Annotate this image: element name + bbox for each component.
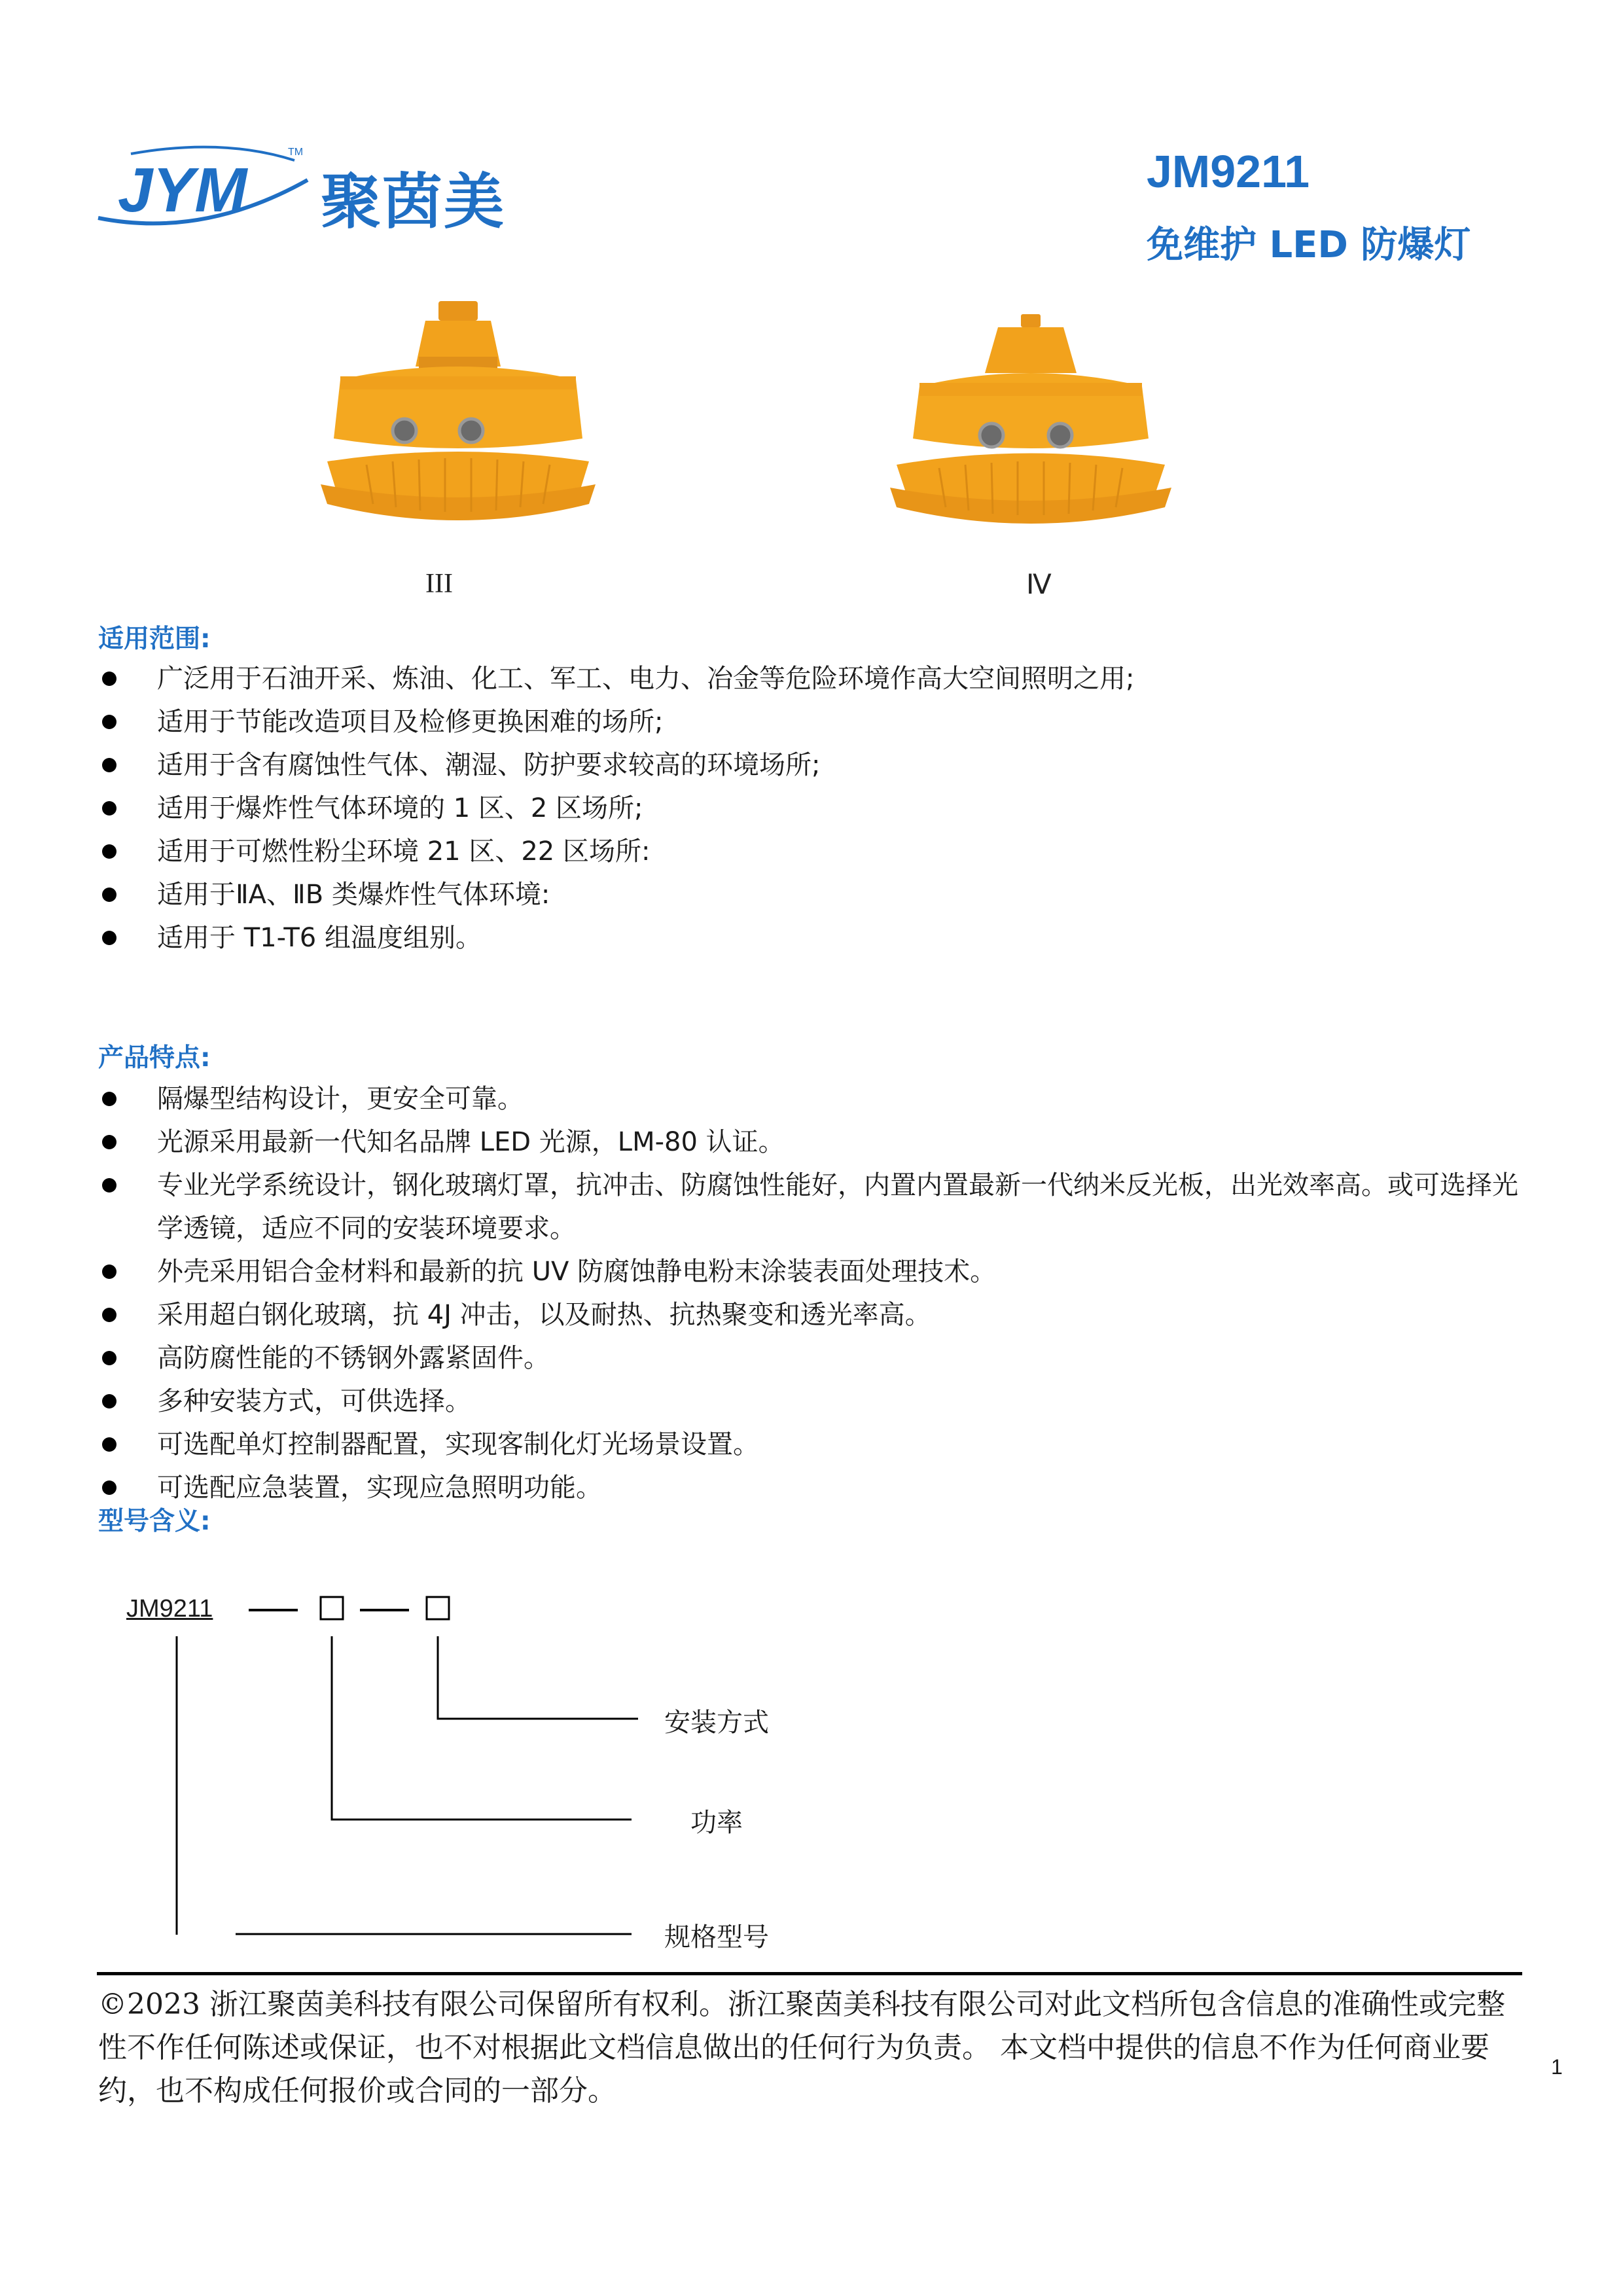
scope-title: 适用范围: bbox=[98, 624, 211, 654]
bullet-icon bbox=[102, 715, 116, 729]
spec-connector-line bbox=[164, 1636, 183, 1964]
bullet-icon bbox=[102, 1394, 116, 1408]
bullet-icon bbox=[102, 888, 116, 902]
features-list bbox=[98, 1077, 1525, 1509]
label-spec-model: 规格型号 bbox=[664, 1922, 769, 1952]
list-item: 适用于ⅡA、ⅡB 类爆炸性气体环境: bbox=[98, 873, 1525, 916]
model-number: JM9211 bbox=[1147, 146, 1310, 197]
list-item: 多种安装方式，可供选择。 bbox=[98, 1380, 1525, 1423]
list-item: 适用于爆炸性气体环境的 1 区、2 区场所; bbox=[98, 787, 1525, 830]
brand-name: 聚茵美 bbox=[321, 167, 506, 237]
list-item: 采用超白钢化玻璃，抗 4J 冲击，以及耐热、抗热聚变和透光率高。 bbox=[98, 1293, 1525, 1336]
list-item: 高防腐性能的不锈钢外露紧固件。 bbox=[98, 1336, 1525, 1380]
list-item: 适用于 T1-T6 组温度组别。 bbox=[98, 916, 1525, 960]
bullet-icon bbox=[102, 1437, 116, 1452]
list-item: 适用于含有腐蚀性气体、潮湿、防护要求较高的环境场所; bbox=[98, 744, 1525, 787]
list-item: 光源采用最新一代知名品牌 LED 光源，LM-80 认证。 bbox=[98, 1121, 1525, 1164]
list-item: 外壳采用铝合金材料和最新的抗 UV 防腐蚀静电粉末涂装表面处理技术。 bbox=[98, 1250, 1525, 1293]
bullet-icon bbox=[102, 931, 116, 945]
product-name: 免维护 LED 防爆灯 bbox=[1147, 224, 1471, 266]
bullet-icon bbox=[102, 1480, 116, 1495]
list-item: 可选配单灯控制器配置，实现客制化灯光场景设置。 bbox=[98, 1423, 1525, 1466]
footer-divider bbox=[97, 1972, 1522, 1975]
logo-text: JYM bbox=[118, 155, 247, 225]
list-item: 专业光学系统设计，钢化玻璃灯罩，抗冲击、防腐蚀性能好，内置内置最新一代纳米反光板，出光效率高。或可选择光学透镜，适应不同的安装环境要求。 bbox=[98, 1164, 1525, 1250]
image-caption-right: Ⅳ bbox=[1026, 570, 1052, 600]
list-item: 隔爆型结构设计，更安全可靠。 bbox=[98, 1077, 1525, 1121]
list-item: 适用于可燃性粉尘环境 21 区、22 区场所: bbox=[98, 830, 1525, 873]
lamp-image-iii bbox=[314, 295, 602, 543]
bullet-icon bbox=[102, 758, 116, 772]
features-title: 产品特点: bbox=[98, 1043, 211, 1073]
list-item: 适用于节能改造项目及检修更换困难的场所; bbox=[98, 700, 1525, 744]
bullet-icon bbox=[102, 1351, 116, 1365]
list-item: 广泛用于石油开采、炼油、化工、军工、电力、冶金等危险环境作高大空间照明之用; bbox=[98, 657, 1525, 700]
page-number: 1 bbox=[1551, 2055, 1563, 2079]
bullet-icon bbox=[102, 1308, 116, 1322]
logo-tm: TM bbox=[288, 147, 304, 158]
label-power: 功率 bbox=[690, 1808, 743, 1838]
bullet-icon bbox=[102, 844, 116, 859]
bullet-icon bbox=[102, 1135, 116, 1149]
image-caption-left: III bbox=[425, 569, 453, 599]
scope-list bbox=[98, 657, 1525, 960]
bullet-icon bbox=[102, 672, 116, 686]
bullet-icon bbox=[102, 1178, 116, 1193]
company-logo bbox=[92, 141, 314, 239]
bullet-icon bbox=[102, 1265, 116, 1279]
copyright-notice: ©2023 浙江聚茵美科技有限公司保留所有权利。浙江聚茵美科技有限公司对此文档所包含信息的准确性或完整性不作任何陈述或保证，也不对根据此文档信息做出的任何行为负责。 本文档中提供的信息不作为任何商业要约，也不构成任何报价或合同的一部分。 bbox=[98, 1988, 1505, 2108]
bullet-icon bbox=[102, 801, 116, 816]
list-item: 可选配应急装置，实现应急照明功能。 bbox=[98, 1466, 1525, 1509]
model-code: JM9211 bbox=[126, 1595, 213, 1623]
lamp-image-iv bbox=[887, 301, 1175, 550]
model-meaning-title: 型号含义: bbox=[98, 1507, 211, 1536]
model-diagram-lines bbox=[236, 1590, 825, 1957]
label-install-method: 安装方式 bbox=[664, 1708, 769, 1738]
bullet-icon bbox=[102, 1092, 116, 1106]
